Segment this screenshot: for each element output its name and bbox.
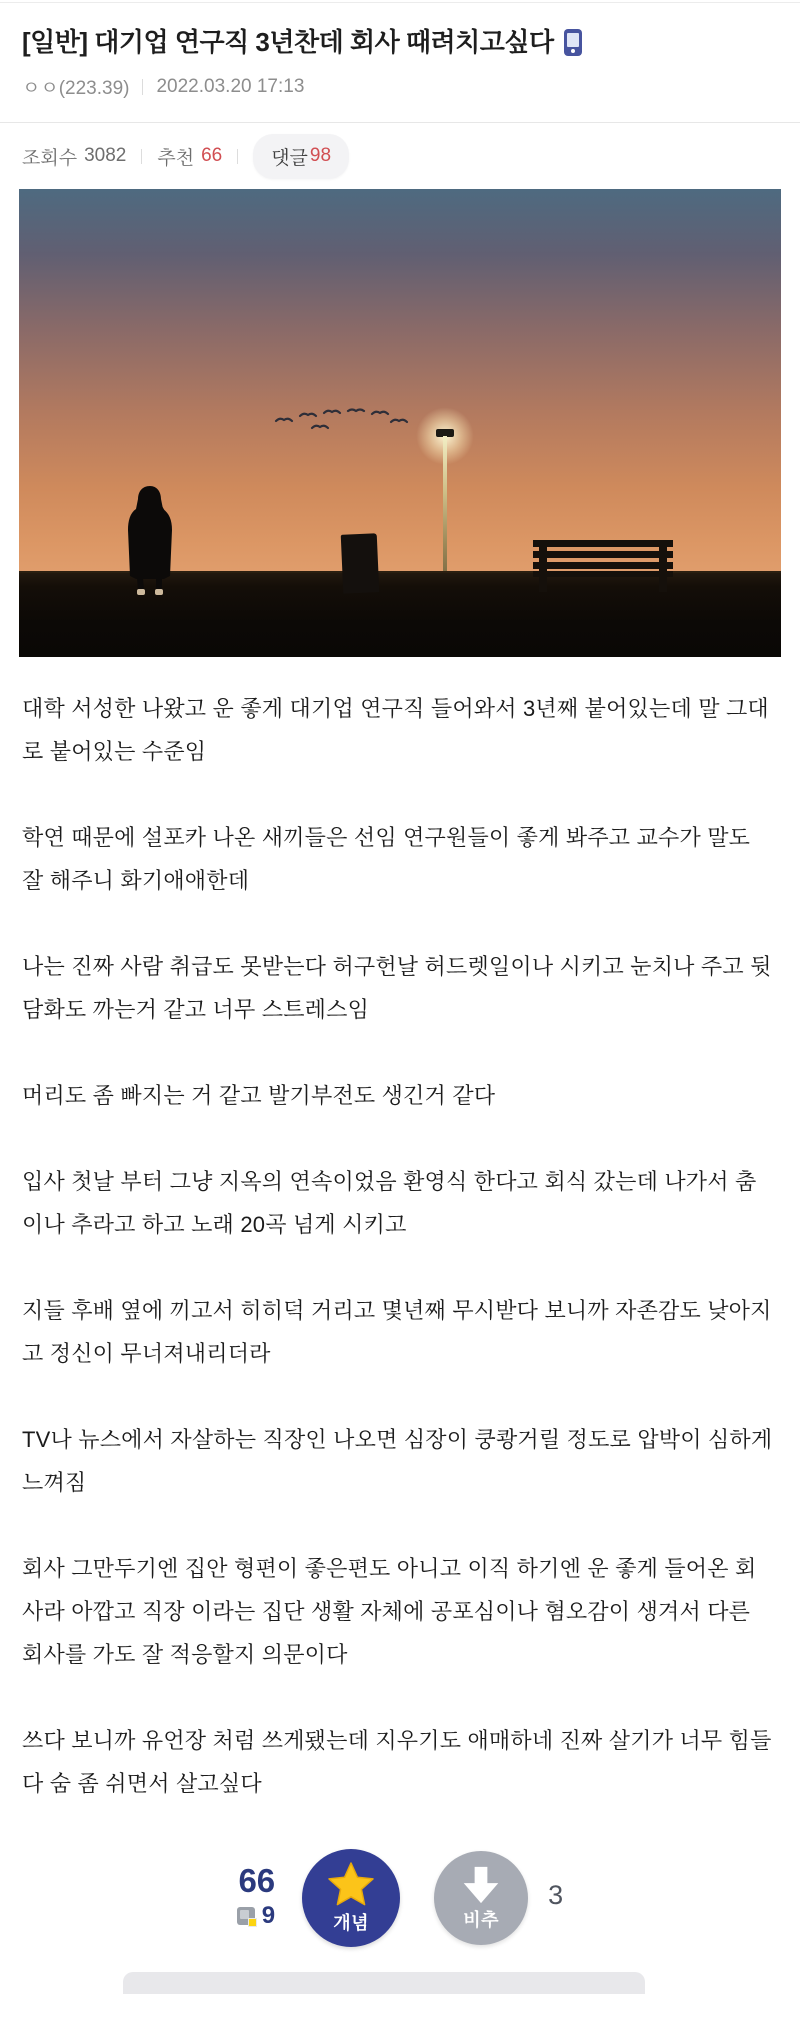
person-silhouette xyxy=(123,484,177,598)
downvote-count: 3 xyxy=(548,1879,564,1910)
body-paragraph: 지들 후배 옆에 끼고서 히히덕 거리고 몇년째 무시받다 보니까 자존감도 낮아지고 정신이 무너져내리더라 xyxy=(22,1298,772,1366)
post-author[interactable]: ㅇㅇ(223.39) xyxy=(22,78,130,99)
stats-divider xyxy=(237,149,238,164)
post-image[interactable] xyxy=(19,189,781,657)
lamp-pole xyxy=(443,436,447,592)
stats-divider xyxy=(141,149,142,164)
top-divider xyxy=(0,2,800,3)
vote-counts xyxy=(237,1863,275,1930)
upvote-button[interactable] xyxy=(302,1849,400,1947)
post-meta xyxy=(22,73,800,100)
comments-badge[interactable]: 댓글 98 xyxy=(253,134,349,179)
sub-count: 9 xyxy=(261,1901,276,1929)
post-body xyxy=(0,657,800,1805)
body-paragraph: TV나 뉴스에서 자살하는 직장인 나오면 심장이 쿵쾅거릴 정도로 압박이 심하게 느껴짐 xyxy=(22,1427,773,1495)
downvote-button[interactable] xyxy=(434,1851,528,1945)
comment-box-top xyxy=(123,1972,645,1994)
body-paragraph: 머리도 좀 빠지는 거 같고 발기부전도 생긴거 같다 xyxy=(22,1083,496,1108)
downvote-label: 비추 xyxy=(463,1909,500,1930)
like-count: 추천 66 xyxy=(157,145,223,169)
post-date: 2022.03.20 17:13 xyxy=(156,75,305,97)
mobile-phone-icon xyxy=(564,29,582,56)
birds-silhouette xyxy=(274,407,409,435)
body-paragraph: 회사 그만두기엔 집안 형편이 좋은편도 아니고 이직 하기엔 운 좋게 들어온 회사라 아깝고 직장 이라는 집단 생활 자체에 공포심이나 혐오감이 생겨서 다른 회사를 가도 잘 적응할지 의문이다 xyxy=(22,1556,757,1667)
sub-count-row xyxy=(237,1902,275,1930)
vote-section xyxy=(0,1848,800,1948)
post-stats xyxy=(0,123,800,175)
upvote-label: 개념 xyxy=(333,1912,370,1933)
bench-silhouette xyxy=(533,538,673,592)
gallog-badge-icon xyxy=(237,1907,255,1925)
body-paragraph: 대학 서성한 나왔고 운 좋게 대기업 연구직 들어와서 3년째 붙어있는데 말 그대로 붙어있는 수준임 xyxy=(22,696,769,764)
view-count: 조회수 3082 xyxy=(22,145,127,169)
body-paragraph: 쓰다 보니까 유언장 처럼 쓰게됐는데 지우기도 애매하네 진짜 살기가 너무 힘들다 숨 좀 쉬면서 살고싶다 xyxy=(22,1728,772,1796)
post-header xyxy=(0,0,800,100)
body-paragraph: 학연 때문에 설포카 나온 새끼들은 선임 연구원들이 좋게 봐주고 교수가 말도 잘 해주니 화기애애한데 xyxy=(22,825,751,893)
stone-slab-silhouette xyxy=(341,533,380,594)
down-arrow-icon xyxy=(461,1865,501,1905)
upvote-count: 66 xyxy=(238,1861,276,1899)
body-paragraph: 입사 첫날 부터 그냥 지옥의 연속이었음 환영식 한다고 회식 갔는데 나가서 춤이나 추라고 하고 노래 20곡 넘게 시키고 xyxy=(22,1169,757,1237)
star-icon xyxy=(327,1862,375,1908)
meta-divider xyxy=(142,79,143,95)
body-paragraph: 나는 진짜 사람 취급도 못받는다 허구헌날 허드렛일이나 시키고 눈치나 주고 뒷담화도 까는거 같고 너무 스트레스임 xyxy=(22,954,772,1022)
post-title: [일반] 대기업 연구직 3년찬데 회사 때려치고싶다 xyxy=(22,27,554,57)
